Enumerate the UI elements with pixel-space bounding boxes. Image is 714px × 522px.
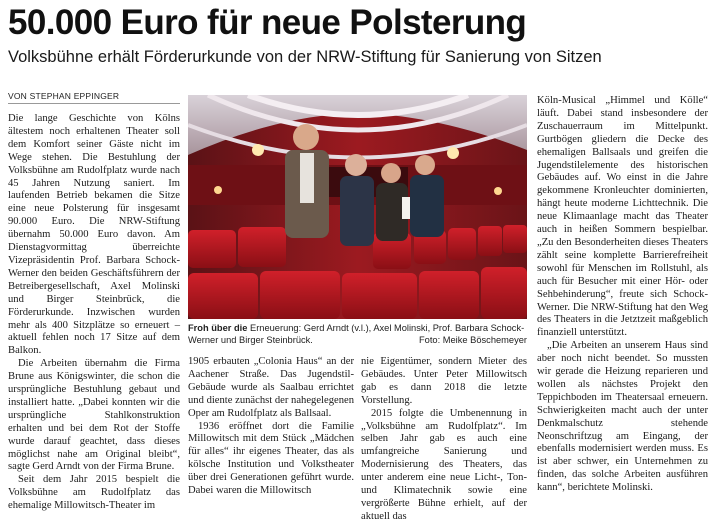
paragraph: Die Arbeiten übernahm die Firma Brune aus Königswinter, die schon die ursprüngliche Bestuhlung gebaut und installiert hatte. „Dabei konnten wir die ursprüngliche Stahlkonstruktion erhalten und bei dem Rot der Stoffe wurde darauf geachtet, dass dieses möglichst nahe am Original bleibt“, sagte Gerd Arndt von der Firma Brune. bbox=[8, 358, 180, 473]
paragraph: 1936 eröffnet dort die Familie Millowitsch mit dem Stück „Mädchen für alles“ ihr eigenes Theater, das als kölsche Institution und Volkstheater über drei Generationen geführt wurde. Dabei waren die Millowitsch bbox=[188, 420, 354, 497]
article-column-3 bbox=[361, 356, 527, 522]
paragraph: 2015 folgte die Umbenennung in „Volksbühne am Rudolfplatz“. Im selben Jahr gab es auch eine umfangreiche Sanierung und Modernisierung des Theaters, das unter anderem eine neue Licht-, Ton- und Klimatechnik sowie eine vergrößerte Bühne erhielt, auf der aktuell das bbox=[361, 407, 527, 522]
theater-seats-photo bbox=[188, 95, 527, 319]
subheadline: Volksbühne erhält Förderurkunde von der NRW-Stiftung für Sanierung von Sitzen bbox=[8, 48, 602, 66]
paragraph: Köln-Musical „Himmel und Kölle“ läuft. Dabei stand insbesondere der Zuschauerraum im Mittelpunkt. Gurtbögen gliedern die Decke des ehemaligen Ballsaals und greifen die Jugendstilelemente des historischen Gebäudes auf. Wo einst in die Jahre gekommene Kronleuchter dominierten, hängt heute moderne Lichttechnik. Die neue Klimaanlage macht das Theater auch in heißen Sommern bespielbar. „Zu den Besonderheiten dieses Theaters zählt seine komplette Barrierefreiheit sowohl für Menschen im Rollstuhl, als auch für Besucher mit einer Hör- oder Sehbehinderung“, freute sich Schock-Werner. Die NRW-Stiftung hat den Weg des Theaters in die Jetztzeit maßgeblich finanziell unterstützt. bbox=[537, 95, 708, 339]
paragraph: nie Eigentümer, sondern Mieter des Gebäudes. Unter Peter Millowitsch gab es dann 2018 die letzte Vorstellung. bbox=[361, 356, 527, 406]
article-column-2 bbox=[188, 356, 354, 518]
headline: 50.000 Euro für neue Polsterung bbox=[8, 3, 527, 42]
article-column-4 bbox=[537, 95, 708, 518]
paragraph: Seit dem Jahr 2015 bespielt die Volksbühne am Rudolfplatz das ehemalige Millowitsch-Theater im bbox=[8, 474, 180, 512]
paragraph: 1905 erbauten „Colonia Haus“ an der Aachener Straße. Das Jugendstil-Gebäude wurde als Saalbau errichtet und diente zunächst der nahegelegenen Oper am Rudolfplatz als Ballsaal. bbox=[188, 356, 354, 419]
article-column-1 bbox=[8, 113, 180, 518]
caption-text: Erneuerung: Gerd Arndt (v.l.), Axel Molinski, Prof. Barbara Schock-Werner und Birger Steinbrück. bbox=[188, 323, 525, 346]
paragraph: „Die Arbeiten an unserem Haus sind aber noch nicht beendet. So mussten wir gerade die Heizung reparieren und wollen als nächstes Projekt den Teppichboden im Theatersaal erneuern. Schwierigkeiten macht auch der unter Denkmalschutz stehende Neonschriftzug am Eingang, der ebenfalls modernisiert werden muss. Es ist aber schwer, ein Unternehmen zu finden, das solche Arbeiten ausführen kann“, berichtete Molinski. bbox=[537, 340, 708, 494]
caption-lead: Froh über die bbox=[188, 323, 248, 333]
photo-credit: Foto: Meike Böschemeyer bbox=[419, 335, 527, 346]
paragraph: Die lange Geschichte von Kölns ältestem noch erhaltenen Theater soll dem Komfort seiner Gäste nicht im Wege stehen. Die Bestuhlung der Volksbühne am Rudolfplatz wurde nach 45 Jahren Nutzung saniert. Im laufenden Betrieb bekamen die Sitze eine neue Polsterung für insgesamt 90.000 Euro. Die NRW-Stiftung übernahm 50.000 Euro davon. Am Dienstagvormittag überreichte Vizepräsidentin Prof. Barbara Schock-Werner den beiden Geschäftsführern der Betreibergesellschaft, Axel Molinski und Birger Steinbrück, die Förderurkunde. Inzwischen wurden mehr als 400 Sitzplätze so erneuert – aktuell fehlen noch 17 Sitze auf dem Balkon. bbox=[8, 113, 180, 357]
article-photo bbox=[188, 95, 527, 319]
author-byline: VON STEPHAN EPPINGER bbox=[8, 91, 180, 104]
photo-caption bbox=[188, 322, 527, 347]
